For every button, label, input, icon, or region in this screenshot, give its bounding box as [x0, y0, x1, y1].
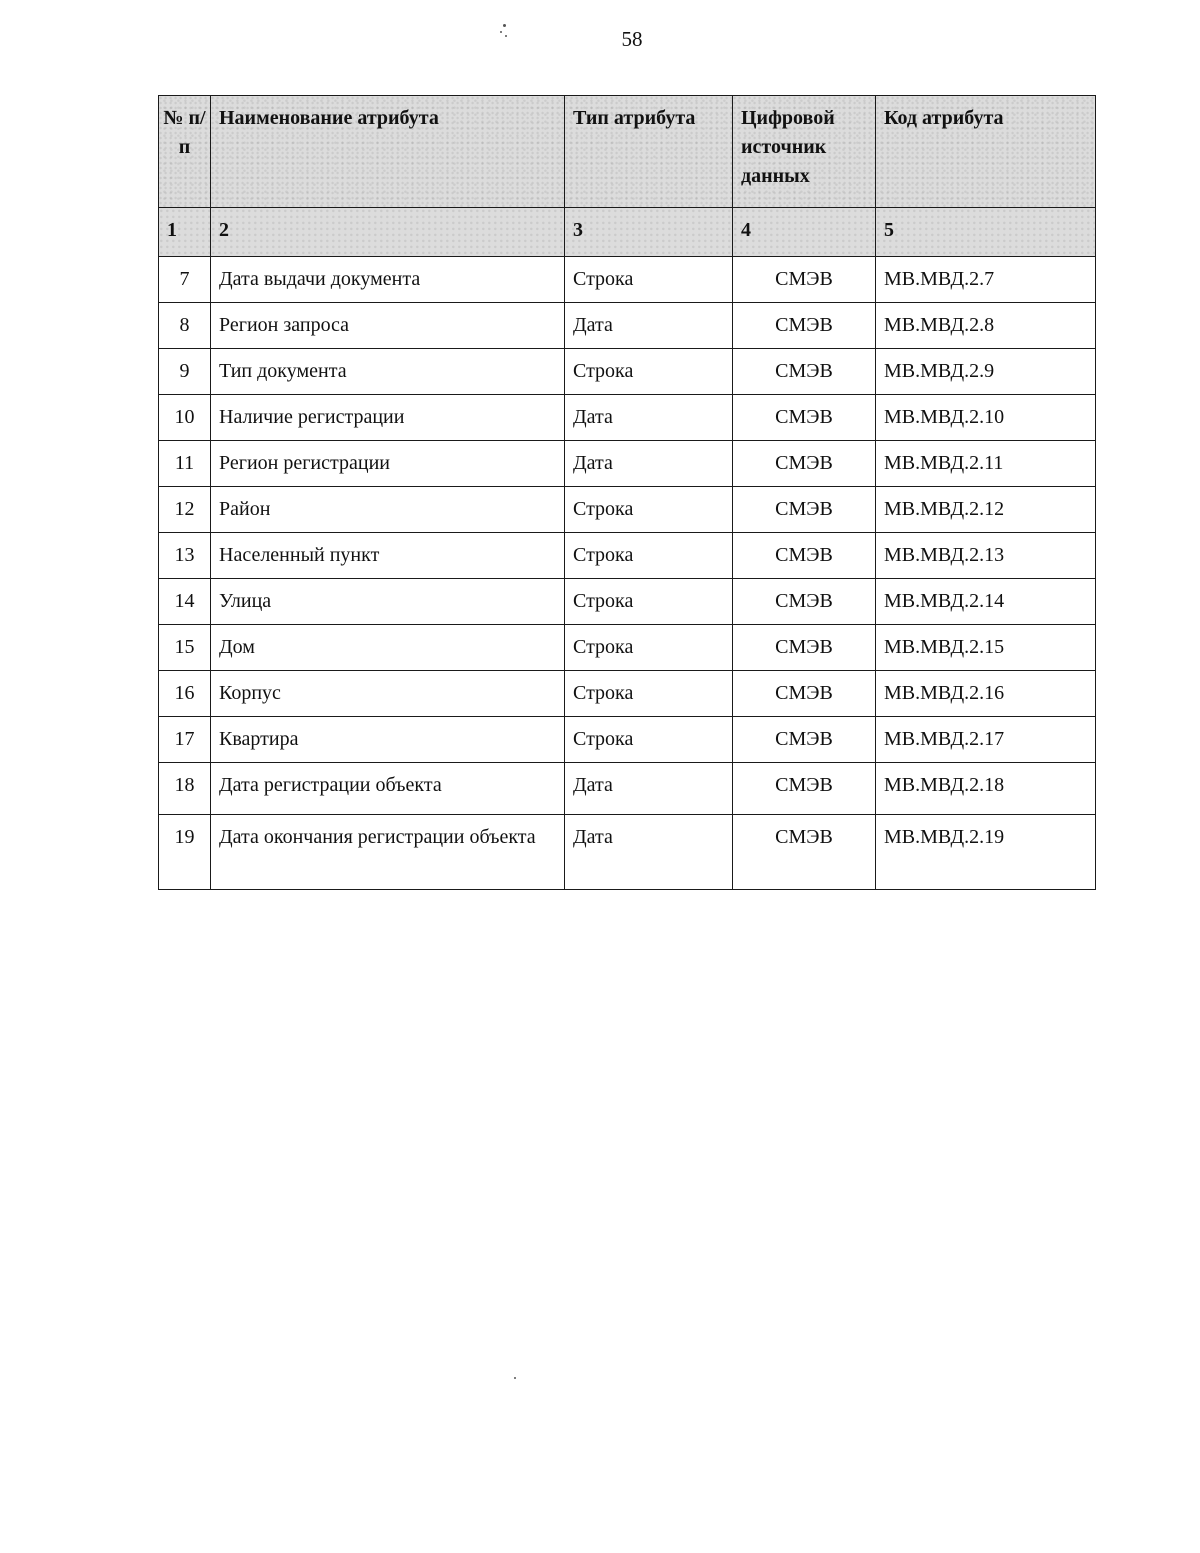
attribute-code-cell: МВ.МВД.2.9 [876, 349, 1096, 395]
attribute-type-cell: Строка [565, 717, 733, 763]
table-header-row [159, 96, 1096, 208]
attribute-type-cell: Дата [565, 815, 733, 890]
table-row [159, 441, 1096, 487]
attribute-name-cell: Квартира [211, 717, 565, 763]
attribute-code-cell: МВ.МВД.2.11 [876, 441, 1096, 487]
attribute-type-cell: Строка [565, 671, 733, 717]
attribute-code-cell: МВ.МВД.2.12 [876, 487, 1096, 533]
table-row [159, 533, 1096, 579]
data-source-cell: СМЭВ [733, 717, 876, 763]
row-number-cell: 11 [159, 441, 211, 487]
attribute-name-cell: Населенный пункт [211, 533, 565, 579]
scan-speck [514, 1377, 516, 1379]
row-number-cell: 9 [159, 349, 211, 395]
attribute-code-cell: МВ.МВД.2.13 [876, 533, 1096, 579]
table-row [159, 257, 1096, 303]
attribute-code-cell: МВ.МВД.2.14 [876, 579, 1096, 625]
column-number-row [159, 208, 1096, 257]
attribute-name-cell: Дом [211, 625, 565, 671]
data-source-cell: СМЭВ [733, 625, 876, 671]
table-row [159, 349, 1096, 395]
row-number-cell: 10 [159, 395, 211, 441]
data-source-cell: СМЭВ [733, 671, 876, 717]
data-source-cell: СМЭВ [733, 579, 876, 625]
scan-speck [503, 24, 506, 27]
header-attribute-name: Наименование атрибута [211, 96, 565, 208]
attribute-code-cell: МВ.МВД.2.8 [876, 303, 1096, 349]
attribute-name-cell: Дата регистрации объекта [211, 763, 565, 815]
row-number-cell: 14 [159, 579, 211, 625]
attributes-table [158, 95, 1096, 890]
attribute-type-cell: Строка [565, 579, 733, 625]
attribute-code-cell: МВ.МВД.2.17 [876, 717, 1096, 763]
data-source-cell: СМЭВ [733, 349, 876, 395]
table-row [159, 395, 1096, 441]
attribute-type-cell: Строка [565, 625, 733, 671]
table-row [159, 671, 1096, 717]
row-number-cell: 17 [159, 717, 211, 763]
scan-speck [500, 31, 502, 33]
table-row [159, 579, 1096, 625]
scan-speck [505, 35, 507, 37]
attribute-name-cell: Наличие регистрации [211, 395, 565, 441]
table-row [159, 815, 1096, 890]
header-data-source: Цифровой источник данных [733, 96, 876, 208]
row-number-cell: 19 [159, 815, 211, 890]
data-source-cell: СМЭВ [733, 395, 876, 441]
data-source-cell: СМЭВ [733, 533, 876, 579]
attribute-type-cell: Дата [565, 395, 733, 441]
header-number: № п/п [159, 96, 211, 208]
attribute-type-cell: Строка [565, 257, 733, 303]
attribute-name-cell: Дата окончания регистрации объекта [211, 815, 565, 890]
row-number-cell: 16 [159, 671, 211, 717]
attribute-name-cell: Район [211, 487, 565, 533]
table-row [159, 717, 1096, 763]
data-source-cell: СМЭВ [733, 487, 876, 533]
attribute-code-cell: МВ.МВД.2.18 [876, 763, 1096, 815]
attribute-code-cell: МВ.МВД.2.7 [876, 257, 1096, 303]
row-number-cell: 7 [159, 257, 211, 303]
header-attribute-type: Тип атрибута [565, 96, 733, 208]
column-number: 3 [565, 208, 733, 257]
attribute-name-cell: Регион запроса [211, 303, 565, 349]
row-number-cell: 15 [159, 625, 211, 671]
table-row [159, 625, 1096, 671]
attribute-name-cell: Тип документа [211, 349, 565, 395]
attribute-type-cell: Дата [565, 763, 733, 815]
row-number-cell: 13 [159, 533, 211, 579]
column-number: 1 [159, 208, 211, 257]
row-number-cell: 8 [159, 303, 211, 349]
attribute-type-cell: Строка [565, 349, 733, 395]
header-attribute-code: Код атрибута [876, 96, 1096, 208]
row-number-cell: 12 [159, 487, 211, 533]
attribute-code-cell: МВ.МВД.2.19 [876, 815, 1096, 890]
attribute-code-cell: МВ.МВД.2.16 [876, 671, 1096, 717]
attribute-type-cell: Строка [565, 487, 733, 533]
data-source-cell: СМЭВ [733, 763, 876, 815]
data-source-cell: СМЭВ [733, 815, 876, 890]
page-number: 58 [621, 27, 643, 51]
attribute-code-cell: МВ.МВД.2.10 [876, 395, 1096, 441]
attribute-name-cell: Улица [211, 579, 565, 625]
data-source-cell: СМЭВ [733, 303, 876, 349]
attribute-type-cell: Дата [565, 303, 733, 349]
table-row [159, 487, 1096, 533]
attribute-type-cell: Дата [565, 441, 733, 487]
column-number: 2 [211, 208, 565, 257]
column-number: 4 [733, 208, 876, 257]
data-source-cell: СМЭВ [733, 257, 876, 303]
attribute-name-cell: Корпус [211, 671, 565, 717]
attribute-code-cell: МВ.МВД.2.15 [876, 625, 1096, 671]
data-source-cell: СМЭВ [733, 441, 876, 487]
column-number: 5 [876, 208, 1096, 257]
table-row [159, 763, 1096, 815]
attribute-type-cell: Строка [565, 533, 733, 579]
attribute-name-cell: Регион регистрации [211, 441, 565, 487]
attribute-name-cell: Дата выдачи документа [211, 257, 565, 303]
row-number-cell: 18 [159, 763, 211, 815]
table-row [159, 303, 1096, 349]
